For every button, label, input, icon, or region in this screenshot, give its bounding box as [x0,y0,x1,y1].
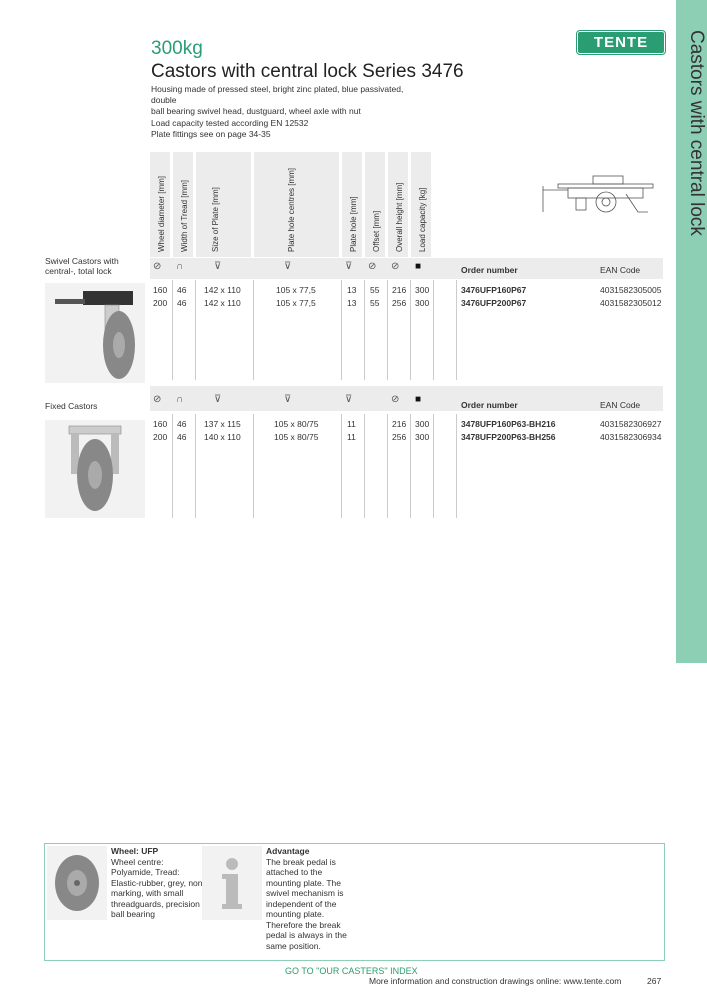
plate-holes-icon: ⊽ [284,394,292,405]
page-number: 267 [647,976,662,986]
advantage-line: mounting plate. [266,909,325,919]
plate-hole-icon: ⊽ [345,261,353,272]
order-number: 3478UFP200P63-BH256 [461,432,556,442]
column-header: Width of Tread [mm] [173,152,193,257]
description-line: Plate fittings see on page 34-35 [151,128,271,139]
plate-hole-value: 13 [347,285,357,295]
advantage-line: pedal is always in the [266,930,347,940]
plate-hole-value: 13 [347,298,357,308]
tread-value: 46 [177,285,187,295]
ean-code: 4031582305005 [600,285,662,295]
tente-logo: TENTE [577,31,665,54]
plate-hole-icon: ⊽ [345,394,353,405]
tread-value: 46 [177,419,187,429]
height-value: 256 [392,298,407,308]
wheel-info-line: Elastic-rubber, grey, non [111,877,203,888]
wheel-info-line: Wheel centre: [111,856,164,867]
load-value: 300 [415,298,430,308]
plate-size-value: 142 x 110 [204,298,241,308]
description [151,84,411,140]
plate-holes-icon: ⊽ [284,261,292,272]
order-number: 3478UFP160P63-BH216 [461,419,556,429]
wheel-diameter-value: 160 [153,285,168,295]
order-number-header: Order number [461,265,518,275]
load-value: 300 [415,419,430,429]
side-tab [676,0,707,663]
offset-value: 55 [370,285,380,295]
advantage-line: mounting plate. The [266,877,341,888]
ean-header: EAN Code [600,400,641,410]
column-header: Plate hole [mm] [342,152,362,257]
icon-row [150,258,663,279]
load-icon: ■ [415,394,422,405]
page-title: Castors with central lock Series 3476 [151,61,464,82]
icon-row [150,386,663,411]
load-icon: ■ [415,261,422,272]
wheel-info-line: threadguards, precision [111,898,200,909]
group-label-swivel: Swivel Castors with central-, total lock [45,256,119,276]
plate-size-icon: ⊽ [214,394,222,405]
plate-size-value: 140 x 110 [204,432,241,442]
column-header: Offset [mm] [365,152,385,257]
plate-holes-value: 105 x 77,5 [276,285,316,295]
ean-code: 4031582306934 [600,432,662,442]
wheel-photo [47,846,107,920]
tread-value: 46 [177,432,187,442]
column-header: Load capacity [kg] [411,152,431,257]
order-number: 3476UFP160P67 [461,285,527,295]
column-header: Plate hole centres [mm] [254,152,339,257]
ean-header: EAN Code [600,265,641,275]
advantage-line: independent of the [266,898,337,909]
advantage-line: The break pedal is [266,856,336,867]
description-line: ball bearing swivel head, dustguard, wheel axle with nut [151,106,361,116]
load-weight: 300kg [151,38,203,59]
wheel-info-line: ball bearing [111,909,155,919]
info-box [44,843,665,961]
wheel-info-line: marking, with small [111,888,184,898]
plate-size-value: 137 x 115 [204,419,241,429]
fixed-castor-photo [45,420,145,518]
plate-holes-value: 105 x 80/75 [274,419,319,429]
ean-code: 4031582306927 [600,419,662,429]
height-value: 216 [392,419,407,429]
load-value: 300 [415,432,430,442]
ean-code: 4031582305012 [600,298,662,308]
side-tab-label: Castors with central lock [686,30,707,236]
wheel-diameter-value: 200 [153,298,168,308]
advantage-info [266,846,348,951]
order-number: 3476UFP200P67 [461,298,527,308]
group-label-fixed: Fixed Castors [45,401,98,411]
order-number-header: Order number [461,400,518,410]
tread-width-icon: ∩ [176,261,184,272]
wheel-diameter-icon: ⊘ [153,394,162,405]
wheel-diameter-icon: ⊘ [153,261,162,272]
info-icon [202,846,262,920]
wheel-info [111,846,203,920]
offset-value: 55 [370,298,380,308]
index-link[interactable]: GO TO "OUR CASTERS" INDEX [285,966,418,976]
description-line: Load capacity tested according EN 12532 [151,117,309,128]
wheel-info-line: Polyamide, Tread: [111,867,180,877]
technical-drawing-icon [538,172,663,217]
description-line: Housing made of pressed steel, bright zinc plated, blue passivated, double [151,84,404,105]
load-value: 300 [415,285,430,295]
height-value: 256 [392,432,407,442]
advantage-line: same position. [266,940,321,951]
column-header: Overall height [mm] [388,152,408,257]
offset-icon: ⊘ [368,261,377,272]
height-value: 216 [392,285,407,295]
advantage-title: Advantage [266,846,310,856]
tread-value: 46 [177,298,187,308]
wheel-info-title: Wheel: UFP [111,846,159,856]
plate-holes-value: 105 x 77,5 [276,298,316,308]
plate-size-value: 142 x 110 [204,285,241,295]
wheel-diameter-value: 160 [153,419,168,429]
swivel-castor-photo [45,283,145,383]
plate-holes-value: 105 x 80/75 [274,432,319,442]
height-icon: ⊘ [391,261,400,272]
tread-width-icon: ∩ [176,394,184,405]
wheel-diameter-value: 200 [153,432,168,442]
plate-hole-value: 11 [347,419,356,429]
plate-hole-value: 11 [347,432,356,442]
column-header: Wheel diameter [mm] [150,152,170,257]
column-header: Size of Plate [mm] [196,152,251,257]
advantage-line: swivel mechanism is [266,888,344,898]
plate-size-icon: ⊽ [214,261,222,272]
advantage-line: Therefore the break [266,919,341,930]
height-icon: ⊘ [391,394,400,405]
footer-info: More information and construction drawings online: www.tente.com [369,976,622,986]
advantage-line: attached to the [266,867,323,877]
